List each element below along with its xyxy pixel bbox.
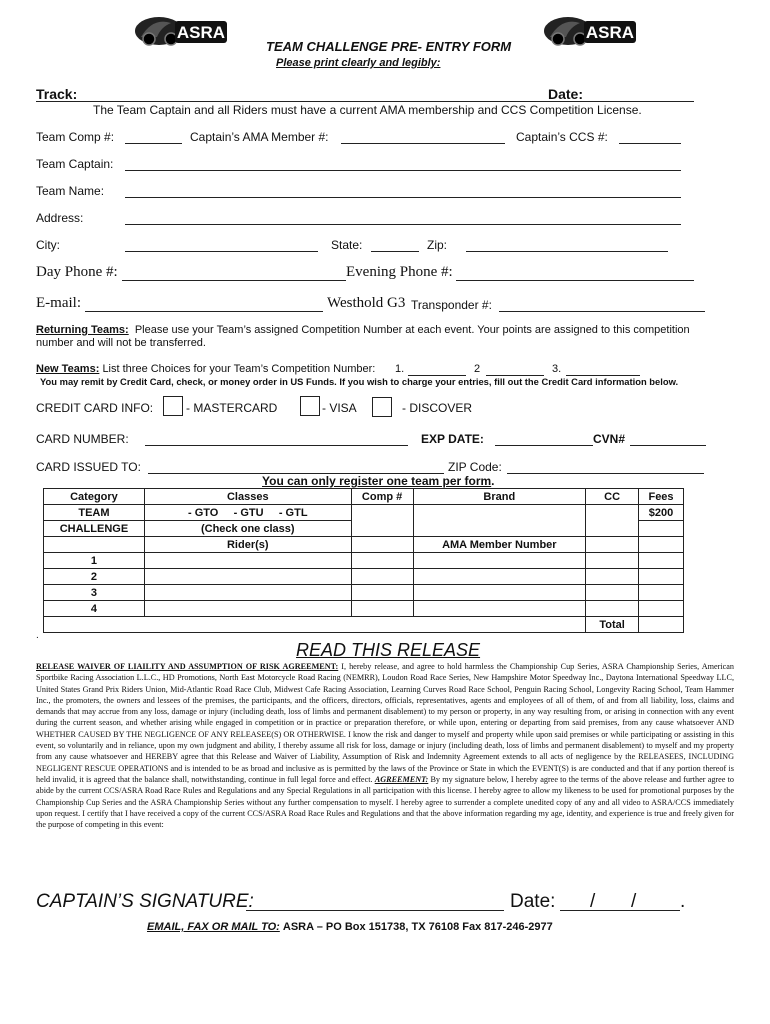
total-row bbox=[44, 617, 684, 633]
choice-2-label: 2 bbox=[474, 363, 481, 375]
check-one-class: (Check one class) bbox=[144, 521, 351, 537]
riders-header: Rider(s) bbox=[144, 537, 351, 553]
table-header-row bbox=[44, 489, 684, 505]
rider-name-cell[interactable] bbox=[144, 553, 351, 569]
agreement-body: By my signature below, I hereby agree to the terms of the above release and further agree to abide by the current CCS/ASRA Road Race Rules and Regulations and any Special Regulations in all participation with this license. I hereby agree to allow my likeness to be used for promotional purposes by the Championship Cup Series and the ASRA Championship Series without any further compensation to myself. I hereby agree to surrender a complete unedited copy of any and all video to ASRA/CCS immediately upon request. I certify that I have received a copy of the current CCS/ASRA Road Race Rules and Regulations and that the above information regarding my age, identity, and experience is true and freely given for the purpose of competing in this event: bbox=[36, 774, 734, 830]
track-date-line[interactable] bbox=[36, 101, 694, 102]
signature-date-field[interactable] bbox=[560, 910, 680, 911]
logo-text-left: ASRA bbox=[176, 23, 226, 42]
date-slash-2: / bbox=[631, 891, 637, 912]
table-row bbox=[44, 505, 684, 521]
class-options[interactable]: - GTO - GTU - GTL bbox=[144, 505, 351, 521]
team-comp-label: Team Comp #: bbox=[36, 130, 115, 144]
visa-checkbox[interactable] bbox=[300, 396, 320, 416]
empty-cell bbox=[639, 537, 684, 553]
team-name-label: Team Name: bbox=[36, 184, 105, 198]
mastercard-checkbox[interactable] bbox=[163, 396, 183, 416]
remit-note: You may remit by Credit Card, check, or money order in US Funds. If you wish to charge your entries, fill out the Credit Card information below. bbox=[40, 376, 679, 387]
cc-cell[interactable] bbox=[586, 505, 639, 537]
release-lead: RELEASE WAIVER OF LIAILITY AND ASSUMPTION OF RISK AGREEMENT: bbox=[36, 662, 339, 671]
day-phone-label: Day Phone #: bbox=[36, 264, 118, 280]
col-header: Category bbox=[44, 489, 145, 505]
exp-date-label: EXP DATE: bbox=[421, 432, 484, 446]
footer-label: EMAIL, FAX OR MAIL TO: bbox=[147, 921, 280, 933]
cvn-field[interactable] bbox=[630, 445, 706, 446]
card-number-field[interactable] bbox=[145, 445, 408, 446]
asra-logo-left bbox=[131, 13, 227, 49]
cvn-label: CVN# bbox=[593, 432, 626, 446]
ama-number-header: AMA Member Number bbox=[413, 537, 586, 553]
discover-label: - DISCOVER bbox=[402, 401, 473, 415]
rider-number: 4 bbox=[44, 601, 145, 617]
rider-number: 1 bbox=[44, 553, 145, 569]
rider-name-cell[interactable] bbox=[144, 569, 351, 585]
evening-phone-field[interactable] bbox=[456, 280, 694, 281]
captain-ama-field[interactable] bbox=[341, 143, 505, 144]
date-slash-1: / bbox=[590, 891, 596, 912]
evening-phone-label: Evening Phone #: bbox=[346, 264, 453, 280]
team-captain-field[interactable] bbox=[125, 170, 681, 171]
rider-ama-cell[interactable] bbox=[413, 601, 586, 617]
zip-field[interactable] bbox=[466, 251, 668, 252]
total-label: Total bbox=[586, 617, 639, 633]
asra-logo-right bbox=[540, 13, 636, 49]
rider-row bbox=[44, 569, 684, 585]
captain-ccs-field[interactable] bbox=[619, 143, 681, 144]
mastercard-label: - MASTERCARD bbox=[186, 401, 278, 415]
col-header: Classes bbox=[144, 489, 351, 505]
fee-cell bbox=[639, 521, 684, 537]
rider-row bbox=[44, 585, 684, 601]
email-field[interactable] bbox=[85, 311, 323, 312]
stray-dot: . bbox=[36, 630, 39, 641]
brand-cell[interactable] bbox=[413, 505, 586, 537]
rider-ama-cell[interactable] bbox=[413, 553, 586, 569]
rider-name-cell[interactable] bbox=[144, 585, 351, 601]
card-number-label: CARD NUMBER: bbox=[36, 432, 129, 446]
state-field[interactable] bbox=[371, 251, 419, 252]
fee-amount: $200 bbox=[639, 505, 684, 521]
visa-label: - VISA bbox=[322, 401, 357, 415]
team-name-field[interactable] bbox=[125, 197, 681, 198]
discover-checkbox[interactable] bbox=[372, 397, 392, 417]
rider-row bbox=[44, 553, 684, 569]
footer-address: ASRA – PO Box 151738, TX 76108 Fax 817-246-2977 bbox=[282, 921, 553, 933]
form-subtitle: Please print clearly and legibly: bbox=[276, 57, 441, 69]
agreement-label: AGREEMENT: bbox=[374, 774, 429, 784]
choice-1-label: 1. bbox=[395, 363, 405, 375]
zip-label: Zip: bbox=[427, 238, 448, 252]
card-issued-label: CARD ISSUED TO: bbox=[36, 460, 141, 474]
captain-signature-field[interactable] bbox=[246, 910, 504, 911]
transponder-label: Transponder #: bbox=[411, 298, 492, 312]
rider-row bbox=[44, 601, 684, 617]
new-teams-label: New Teams: bbox=[36, 363, 100, 375]
col-header: Fees bbox=[639, 489, 684, 505]
captain-ama-label: Captain’s AMA Member #: bbox=[190, 130, 329, 144]
returning-teams-label: Returning Teams: bbox=[36, 324, 129, 336]
form-title: TEAM CHALLENGE PRE- ENTRY FORM bbox=[266, 39, 512, 54]
empty-cell bbox=[44, 537, 145, 553]
comp-number-cell[interactable] bbox=[351, 505, 413, 537]
team-comp-field[interactable] bbox=[125, 143, 182, 144]
rider-ama-cell[interactable] bbox=[413, 585, 586, 601]
one-team-note: You can only register one team per form. bbox=[262, 474, 495, 488]
date-label: Date: bbox=[548, 86, 584, 102]
col-header: CC bbox=[586, 489, 639, 505]
address-field[interactable] bbox=[125, 224, 681, 225]
captain-signature-label: CAPTAIN’S SIGNATURE: bbox=[36, 891, 254, 912]
logo-text-right: ASRA bbox=[585, 23, 635, 42]
day-phone-field[interactable] bbox=[122, 280, 346, 281]
release-body: I, hereby release, and agree to hold harmless the Championship Cup Series, ASRA Championship Series, American Sportbike Racing Association L.L.C., HD Promotions, North East Motorcycle Road Racing (NEMRR), Loudon Road Race Series, New Hampshire Motor Speedway Inc., Daytona International Speedway LLC, United States Grand Prix Riders Union, Mid-Atlantic Road Race Club, Midwest Cafe Racing Association, Learning Curves Road Race School, Penguin Racing School, Longevity Racing School, Team Hammer Inc., the promoters, the owners and lessees of the premises, the participants, and the officers, directors, officials, representatives, agents and employees of all of them, of and from all liability, loss, claims and demands that may accrue from any loss, damage or injury (including death, loss of limbs and permanent disablement) to my person or property, in any way resulting from, or arising in connection with any event during the current season, and whether arising while engaged in competition or in practice or preparation therefore, or while upon, entering or departing from said premises, from any cause whatsoever AND WHETHER CAUSED BY THE NEGLIGENCE OF ANY RELEASEE(S) OR OTHERWISE. I know the risk and danger to myself and property while upon said premises or while participating or assisting in this event, so voluntarily and in reliance, upon my own judgment and ability, I thereby assume all risk for loss, damage or injury (including death, loss of limbs and permanent disablement) to myself and my property from any cause whatsoever and HEREBY agree that this Release and Waiver of Liability, Assumption of Risk and Indemnity Agreement extends to all acts of negligence by the RELEASEES, INCLUDING NEGLIGENT RESCUE OPERATIONS and is intended to be as broad and inclusive as is permitted by the laws of the Province or State in which the EVENT(S) is are conducted and that if any portion thereof is held invalid, it is agreed that the balance shall, notwithstanding, continue in full legal force and effect. bbox=[36, 662, 734, 784]
release-text bbox=[36, 661, 734, 830]
transponder-field[interactable] bbox=[499, 311, 705, 312]
rider-number: 2 bbox=[44, 569, 145, 585]
rider-number: 3 bbox=[44, 585, 145, 601]
footer-contact bbox=[147, 921, 553, 933]
rider-ama-cell[interactable] bbox=[413, 569, 586, 585]
email-label: E-mail: bbox=[36, 295, 81, 311]
returning-teams-text: Please use your Team’s assigned Competition Number at each event. Your points are assigned to this competition number and will not be transferred. bbox=[36, 324, 690, 349]
track-label: Track: bbox=[36, 86, 78, 102]
license-note: The Team Captain and all Riders must have a current AMA membership and CCS Competition License. bbox=[93, 103, 642, 117]
team-captain-label: Team Captain: bbox=[36, 157, 114, 171]
category-challenge: CHALLENGE bbox=[44, 521, 145, 537]
captain-ccs-label: Captain’s CCS #: bbox=[516, 130, 608, 144]
empty-cell bbox=[351, 537, 413, 553]
rider-name-cell[interactable] bbox=[144, 601, 351, 617]
entry-table bbox=[43, 488, 684, 633]
date-period: . bbox=[680, 891, 686, 912]
returning-teams-note bbox=[36, 324, 726, 350]
release-heading: READ THIS RELEASE bbox=[296, 640, 481, 660]
city-field[interactable] bbox=[125, 251, 318, 252]
city-label: City: bbox=[36, 238, 60, 252]
col-header: Brand bbox=[413, 489, 586, 505]
col-header: Comp # bbox=[351, 489, 413, 505]
empty-cell bbox=[586, 537, 639, 553]
cc-info-label: CREDIT CARD INFO: bbox=[36, 401, 154, 415]
address-label: Address: bbox=[36, 211, 84, 225]
zip-code-field[interactable] bbox=[507, 473, 704, 474]
zip-code-label: ZIP Code: bbox=[448, 460, 502, 474]
new-teams-text: List three Choices for your Team’s Competition Number: bbox=[102, 363, 376, 375]
signature-date-label: Date: bbox=[510, 891, 556, 912]
total-amount-cell[interactable] bbox=[639, 617, 684, 633]
category-team: TEAM bbox=[44, 505, 145, 521]
table-row bbox=[44, 537, 684, 553]
choice-3-label: 3. bbox=[552, 363, 562, 375]
exp-date-field[interactable] bbox=[495, 445, 593, 446]
new-teams-note bbox=[36, 363, 375, 375]
state-label: State: bbox=[331, 238, 363, 252]
westhold-label: Westhold G3 bbox=[327, 295, 406, 311]
